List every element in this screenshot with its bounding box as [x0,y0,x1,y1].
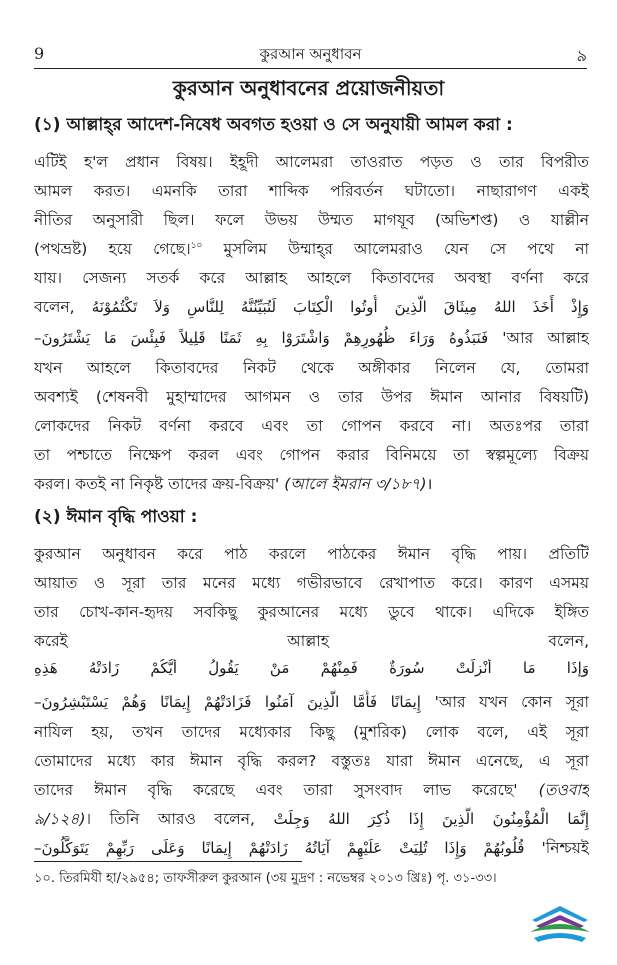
paragraph-line: অবশ্যই (শেষনবী মুহাম্মাদের আগমন ও তার উপর ঈমান আনার বিষয়টি) [34,388,589,406]
footnote: ১০. তিরমিযী হা/২৯৫৪; তাফসীরুল কুরআন (৩য় মুদ্রণ : নভেম্বর ২০১৩ খ্রিঃ) পৃ. ৩১-৩৩। [34,871,497,886]
text-run: 'আর যখন কোন সূরা [434,693,589,711]
citation: ৯/১২৪) [34,810,86,828]
running-header [34,40,587,69]
text-run: মুসলিম উম্মাহ্‌র আলেমরাও যেন সে পথে না [202,240,589,258]
text-run: । তিনি আরও বলেন, [85,810,255,828]
arabic-verse-line [34,659,589,677]
paragraph-line: তার চোখ-কান-হৃদয় সবকিছু কুরআনের মধ্যে ডুবে থাকে। এদিকে ইঙ্গিত [34,603,589,621]
paragraph-line: এটিই হ'ল প্রধান বিষয়। ইহূদী আলেমরা তাওরাত পড়ত ও তার বিপরীত [34,153,589,171]
footnote-reference[interactable]: ১০ [190,240,203,251]
paragraph-line: নাযিল হয়, তখন তাদের মধ্যেকার কিছু (মুশরিক) লোক বলে, এই সূরা [34,723,589,741]
paragraph-line-mixed [34,807,589,833]
paragraph-line-mixed [34,690,589,716]
text-run: তাদের ঈমান বৃদ্ধি করেছে এবং তারা সুসংবাদ লাভ করেছে' [34,781,518,799]
arabic-verse: قُلُوبُهُمْ وَإِذَا تُلِيَتْ عَلَيْهِمْ آيَاتُهُ زَادَتْهُمْ إِيمَانًا وَعَلَى رَبِّهِمْ يَتَوَكَّلُونَ– [34,839,525,857]
arabic-verse: إِيمَانًا فَأَمَّا الَّذِينَ آمَنُوا فَزَادَتْهُمْ إِيمَانًا وَهُمْ يَسْتَبْشِرُونَ– [34,693,421,711]
text-run: করেই আল্লাহ বলেন, [34,632,589,650]
chapter-title: কুরআন অনুধাবনের প্রয়োজনীয়তা [172,76,445,100]
citation: (আলে ইমরান ৩/১৮৭) [284,475,427,493]
paragraph-line: কুরআন অনুধাবন করে পাঠ করলে পাঠকের ঈমান বৃদ্ধি পায়। প্রতিটি [34,545,589,563]
running-title: কুরআন অনুধাবন [259,45,362,63]
section1-heading: (১) আল্লাহ্‌র আদেশ-নিষেধ অবগত হওয়া ও সে অনুযায়ী আমল করা : [34,115,513,135]
arabic-verse: إِنَّمَا الْمُؤْمِنُونَ الَّذِينَ إِذَا ذُكِرَ اللهُ وَجِلَتْ [273,810,589,828]
citation: (তওবাহ [538,781,589,799]
paragraph-line-mixed [34,836,589,862]
paragraph-line-mixed [34,326,589,352]
page-number-bengali: ৯ [576,46,587,65]
paragraph-line [34,237,589,263]
paragraph-line [34,778,589,804]
paragraph-line: যায়। সেজন্য সতর্ক করে আল্লাহ আহলে কিতাবদের অবস্থা বর্ণনা করে [34,269,589,287]
text-run: বলেন, [34,298,75,316]
paragraph-line: নীতির অনুসারী ছিল। ফলে উভয় উম্মত মাগযূব (অভিশপ্ত) ও যাল্লীন [34,211,589,229]
paragraph-line: আয়াত ও সূরা তার মনের মধ্যে গভীরভাবে রেখাপাত করে। কারণ এসময় [34,574,589,592]
text-run: করল। কতই না নিকৃষ্ট তাদের ক্রয়-বিক্রয়' [34,475,280,493]
paragraph-line [34,472,589,498]
publisher-logo-icon [526,898,594,946]
arabic-verse: وَإِذْ أَخَذَ اللهُ مِيثَاقَ الَّذِينَ أُوتُوا الْكِتَابَ لَتُبَيِّنُنَّهُ لِلنَّاسِ وَلاَ تَكْتُمُوْنَهُ [91,298,589,316]
arabic-verse: فَنَبَذُوهُ وَرَاءَ ظُهُورِهِمْ وَاشْتَرَوْا بِهِ ثَمَنًا قَلِيلاً فَبِئْسَ مَا يَشْتَرُونَ– [34,329,489,347]
text-run: (পথভ্রষ্ট) হয়ে গেছে। [34,240,191,258]
text-run: । [426,475,433,493]
footnote-divider [34,861,302,862]
arabic-verse: وَإِذَا مَا أُنْزِلَتْ سُورَةٌ فَمِنْهُمْ مَنْ يَقُولُ أَيُّكُمْ زَادَتْهُ هَذِهِ [34,659,589,677]
page-number-latin: 9 [34,44,45,63]
section2-heading: (২) ঈমান বৃদ্ধি পাওয়া : [34,507,198,527]
text-run: 'নিশ্চয়ই [541,839,589,857]
paragraph-line-mixed [34,629,589,655]
paragraph-line: আমল করত। এমনকি তারা শাব্দিক পরিবর্তন ঘটাতো। নাছারাগণ একই [34,182,589,200]
paragraph-line-mixed [34,295,589,321]
paragraph-line: যখন আহলে কিতাবদের নিকট থেকে অঙ্গীকার নিলেন যে, তোমরা [34,359,589,377]
text-run: 'আর আল্লাহ [502,329,589,347]
paragraph-line: তোমাদের মধ্যে কার ঈমান বৃদ্ধি করল? বস্তুতঃ যারা ঈমান এনেছে, এ সূরা [34,752,589,770]
paragraph-line: তা পশ্চাতে নিক্ষেপ করল এবং গোপন করার বিনিময়ে তা স্বল্পমূল্যে বিক্রয় [34,446,589,464]
paragraph-line: লোকদের নিকট বর্ণনা করবে এবং তা গোপন করবে না। অতঃপর তারা [34,417,589,435]
